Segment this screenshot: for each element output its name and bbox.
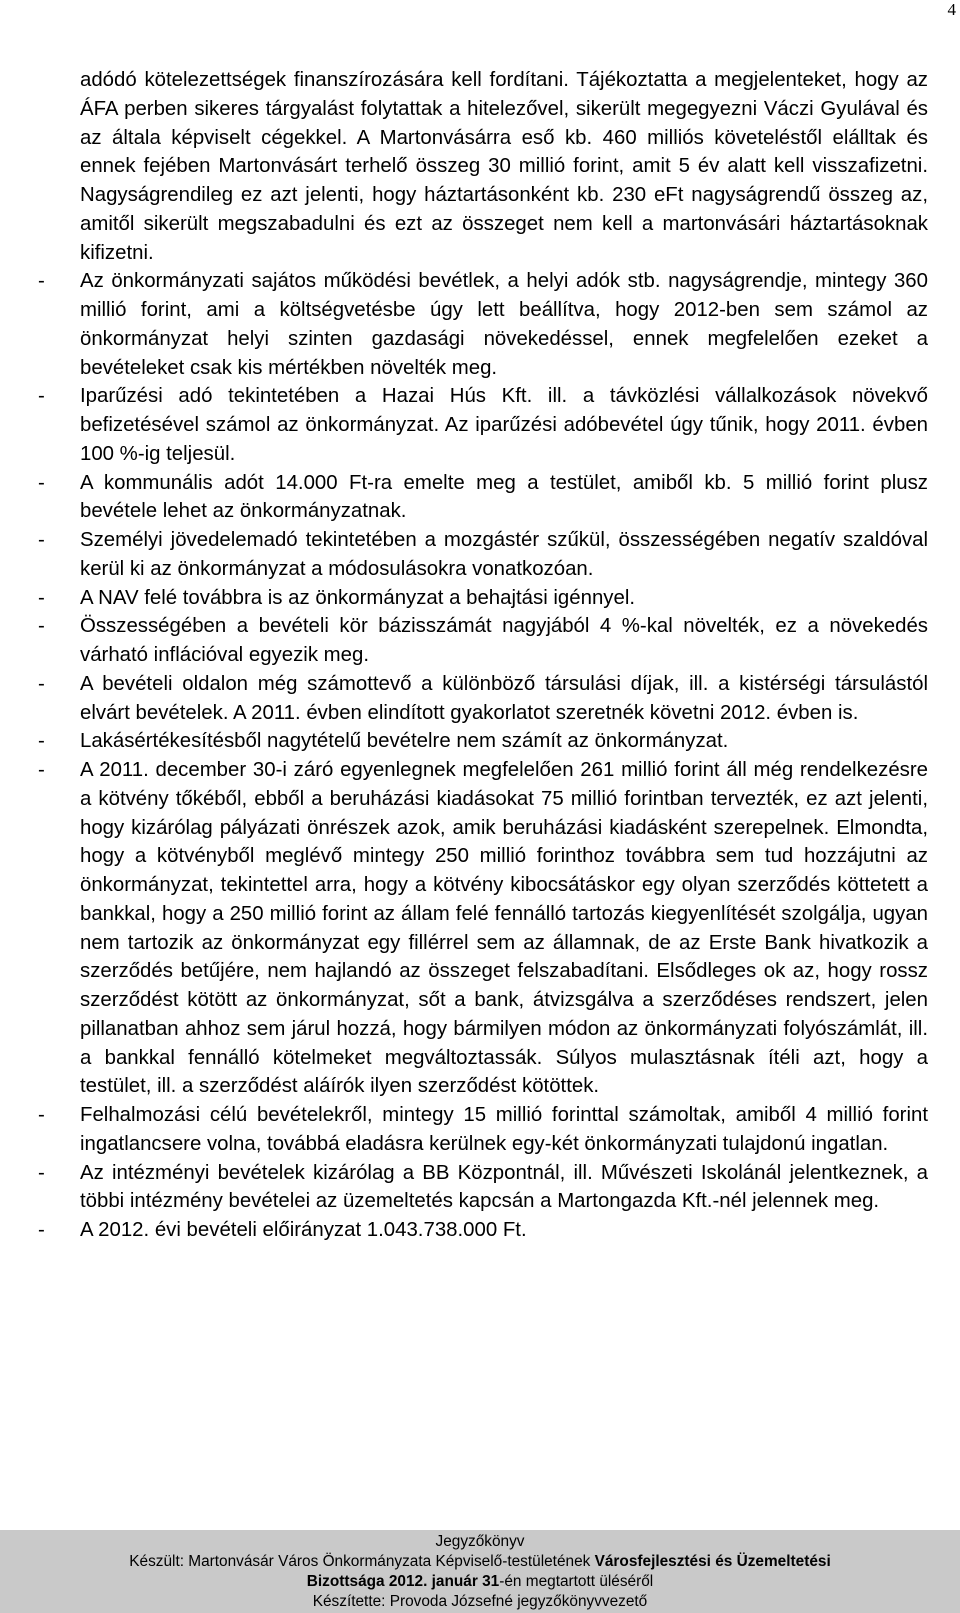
- footer-line3-suffix: -én megtartott üléséről: [499, 1573, 654, 1590]
- bullet-dash: -: [38, 1219, 45, 1241]
- list-item-text: A 2011. december 30-i záró egyenlegnek megfelelően 261 millió forint áll még rendelkezésre a kötvény tőkéből, ebből a beruházási kiadásokat 75 millió forintban tervezték, ez azt jelenti, hogy kizárólag pályázati önrészek azok, amik beruházási kiadásként szerepelnek. Elmondta, hogy a kötvényből meglévő mintegy 250 millió forinthoz továbbra sem tud hozzájutni az önkormányzat, tekintettel arra, hogy a kötvény kibocsátáskor egy olyan szerződés köttetett a bankkal, hogy a 250 millió forint az állam felé fennálló tartozás kiegyenlítését szolgálja, ugyan nem tartozik az önkormányzat egy fillérrel sem az államnak, de az Erste Bank hivatkozik a szerződés betűjére, nem hajlandó az összeget felszabadítani. Elsődleges ok az, hogy rossz szerződést kötött az önkormányzat, sőt a bank, átvizsgálva a szerződéses rendszert, jelen pillanatban ahhoz sem járul hozzá, hogy bármilyen módon az önkormányzati folyószámlát, ill. a bankkal fennálló kötelmeket megváltoztassák. Súlyos mulasztásnak ítéli azt, hogy a testület, ill. a szerződést aláírók ilyen szerződést kötöttek.: [80, 759, 928, 1098]
- bullet-dash: -: [38, 1161, 45, 1184]
- intro-paragraph: adódó kötelezettségek finanszírozására kell fordítani. Tájékoztatta a megjelenteket, hogy az ÁFA perben sikeres tárgyalást folytattak a hitelezővel, sikerült megegyezni Váczi Gyulával és az általa képviselt cégekkel. A Martonvásárra eső kb. 460 milliós követeléstől elálltak és ennek fejében Martonvásárt terhelő összeg 30 millió forint, amit 5 év alatt kell visszafizetni. Nagyságrendileg ez azt jelenti, hogy háztartásonként kb. 230 eFt nagyságrendű összeg az, amitől sikerült megszabadulni és ezt az összeget nem kell a martonvásári háztartásoknak kifizetni.: [80, 69, 928, 264]
- list-item: [38, 469, 928, 527]
- list-item-text: Személyi jövedelemadó tekintetében a mozgástér szűkül, összességében negatív szaldóval kerül ki az önkormányzat a módosulásokra vonatkozóan.: [80, 529, 928, 580]
- list-item-text: Iparűzési adó tekintetében a Hazai Hús Kft. ill. a távközlési vállalkozások növekvő befizetésével számol az önkormányzat. Az iparűzési adóbevétel úgy tűnik, hogy 2011. évben 100 %-ig teljesül.: [80, 385, 928, 465]
- bullet-dash: -: [38, 270, 45, 293]
- page-number: 4: [947, 0, 956, 19]
- list-item-text: A kommunális adót 14.000 Ft-ra emelte meg a testület, amiből kb. 5 millió forint plusz bevétele lehet az önkormányzatnak.: [80, 471, 928, 523]
- list-item-text: A bevételi oldalon még számottevő a különböző társulási díjak, ill. a kistérségi társulástól elvárt bevételek. A 2011. évben elindított gyakorlatot szeretnék követni 2012. évben is.: [80, 672, 928, 724]
- bullet-dash: -: [38, 730, 45, 753]
- list-item-text: Az intézményi bevételek kizárólag a BB Központnál, ill. Művészeti Iskolánál jelentkeznek, a többi intézmény bevételei az üzemeltetés kapcsán a Martongazda Kft.-nél jelennek meg.: [80, 1161, 928, 1213]
- list-item-text: A NAV felé továbbra is az önkormányzat a behajtási igénnyel.: [80, 586, 636, 609]
- bullet-dash: -: [38, 615, 45, 638]
- list-item: [38, 1101, 928, 1159]
- bullet-dash: -: [38, 672, 45, 695]
- list-item: [38, 727, 928, 756]
- bullet-dash: -: [38, 1104, 45, 1126]
- list-item-text: Felhalmozási célú bevételekről, mintegy 15 millió forinttal számoltak, amiből 4 millió forint ingatlancsere volna, továbbá eladásra kerülnek egy-két önkormányzati tulajdonú ingatlan.: [80, 1104, 928, 1155]
- list-item: [38, 756, 928, 1101]
- list-item-text: Összességében a bevételi kör bázisszámát nagyjából 4 %-kal növelték, ez a növekedés várható inflációval egyezik meg.: [80, 615, 928, 666]
- footer-line-meeting-date: [0, 1572, 960, 1592]
- list-item-text: Lakásértékesítésből nagytételű bevételre nem számít az önkormányzat.: [80, 730, 729, 753]
- document-body: [38, 66, 928, 1245]
- list-item: [38, 526, 928, 584]
- list-item: [38, 670, 928, 728]
- bullet-dash: -: [38, 471, 45, 494]
- list-item: [38, 1216, 928, 1245]
- list-item: [38, 1159, 928, 1217]
- bullet-dash: -: [38, 385, 45, 408]
- list-item-text: A 2012. évi bevételi előirányzat 1.043.738.000 Ft.: [80, 1219, 527, 1241]
- bullet-dash: -: [38, 759, 45, 781]
- footer-committee-name: Városfejlesztési és Üzemeltetési: [594, 1553, 831, 1570]
- footer-line-made-by-body: [0, 1552, 960, 1572]
- bullet-dash: -: [38, 529, 45, 551]
- bullet-dash: -: [38, 586, 45, 609]
- list-item: [38, 267, 928, 382]
- footer-line2-prefix: Készült: Martonvásár Város Önkormányzata Képviselő-testületének: [129, 1553, 595, 1570]
- footer-title: Jegyzőkönyv: [435, 1533, 525, 1550]
- list-item: [38, 382, 928, 468]
- list-item: [38, 584, 928, 613]
- page-footer: [0, 1530, 960, 1613]
- footer-committee-date: Bizottsága 2012. január 31: [306, 1573, 500, 1590]
- list-item-text: Az önkormányzati sajátos működési bevétlek, a helyi adók stb. nagyságrendje, mintegy 360 millió forint, ami a költségvetésbe úgy lett beállítva, hogy 2012-ben sem számol az önkormányzat helyi szinten gazdasági növekedéssel, ennek megfelelően ezeket a bevételeket csak kis mértékben növelték meg.: [80, 270, 928, 379]
- bullet-list: [38, 267, 928, 1245]
- footer-author: Készítette: Provoda Józsefné jegyzőkönyvvezető: [312, 1593, 648, 1610]
- list-item: [38, 612, 928, 670]
